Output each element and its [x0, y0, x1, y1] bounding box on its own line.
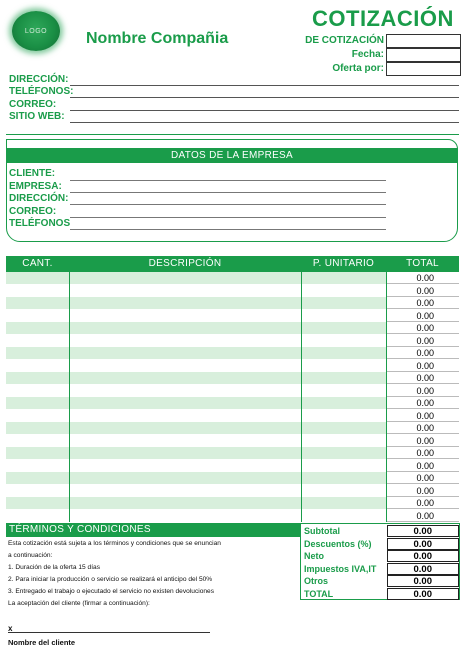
table-row[interactable] — [6, 460, 459, 472]
row-total-cell[interactable]: 0.00 — [386, 372, 459, 384]
subtotal-label: Subtotal — [304, 526, 340, 536]
row-total-cell[interactable]: 0.00 — [386, 360, 459, 372]
terms-line: Esta cotización está sujeta a los términos y condiciones que se enuncian — [8, 540, 221, 547]
row-total-cell[interactable]: 0.00 — [386, 385, 459, 397]
terms-line: 2. Para iniciar la producción o servicio se realizará el anticipo del 50% — [8, 576, 213, 583]
email-label: CORREO: — [9, 99, 57, 110]
client-label: CLIENTE: — [9, 168, 56, 179]
phones-label: TELÉFONOS: — [9, 86, 74, 97]
terms-line: 3. Entregado el trabajo o ejecutado el servicio no existen devoluciones — [8, 588, 215, 595]
offered-by-label: Oferta por: — [332, 63, 384, 74]
table-row[interactable] — [6, 347, 459, 359]
row-total-cell[interactable]: 0.00 — [386, 347, 459, 359]
website-field[interactable] — [70, 122, 459, 123]
website-label: SITIO WEB: — [9, 111, 65, 122]
row-total-cell[interactable]: 0.00 — [386, 322, 459, 334]
table-row[interactable] — [6, 385, 459, 397]
terms-title: TÉRMINOS Y CONDICIONES — [6, 523, 300, 537]
table-row[interactable] — [6, 285, 459, 297]
net-value[interactable]: 0.00 — [387, 550, 459, 562]
row-total-cell[interactable]: 0.00 — [386, 472, 459, 484]
address-field[interactable] — [70, 85, 459, 86]
table-row[interactable] — [6, 447, 459, 459]
row-total-cell[interactable]: 0.00 — [386, 397, 459, 409]
row-total-cell[interactable]: 0.00 — [386, 335, 459, 347]
table-row[interactable] — [6, 510, 459, 522]
logo-text: LOGO — [24, 27, 48, 35]
table-row[interactable] — [6, 435, 459, 447]
table-row[interactable] — [6, 360, 459, 372]
table-row[interactable] — [6, 472, 459, 484]
client-email-label: CORREO: — [9, 206, 57, 217]
company-logo — [12, 11, 60, 51]
client-section-title: DATOS DE LA EMPRESA — [6, 148, 458, 163]
table-row[interactable] — [6, 497, 459, 509]
quote-number-label: DE COTIZACIÓN — [305, 35, 384, 46]
row-total-cell[interactable]: 0.00 — [386, 410, 459, 422]
row-total-cell[interactable]: 0.00 — [386, 422, 459, 434]
table-row[interactable] — [6, 335, 459, 347]
quote-number-field[interactable] — [386, 34, 461, 48]
terms-line: a continuación: — [8, 552, 53, 559]
row-total-cell[interactable]: 0.00 — [386, 447, 459, 459]
client-email-field[interactable] — [70, 217, 386, 218]
table-row[interactable] — [6, 272, 459, 284]
offered-by-field[interactable] — [386, 62, 461, 76]
client-address-label: DIRECCIÓN: — [9, 193, 69, 204]
row-total-cell[interactable]: 0.00 — [386, 272, 459, 284]
others-value[interactable]: 0.00 — [387, 575, 459, 587]
grand-total-label: TOTAL — [304, 588, 334, 599]
date-field[interactable] — [386, 48, 461, 62]
others-label: Otros — [304, 576, 329, 586]
col-header-description: DESCRIPCIÓN — [148, 258, 222, 269]
subtotal-value[interactable]: 0.00 — [387, 525, 459, 537]
row-total-cell[interactable]: 0.00 — [386, 285, 459, 297]
discounts-label: Descuentos (%) — [304, 538, 372, 549]
date-label: Fecha: — [351, 49, 384, 60]
col-header-total: TOTAL — [406, 258, 439, 269]
company-label: EMPRESA: — [9, 181, 62, 192]
company-name: Nombre Compañia — [86, 30, 229, 47]
client-phones-field[interactable] — [70, 229, 386, 230]
terms-line: La aceptación del cliente (firmar a continuación): — [8, 600, 150, 607]
taxes-label: Impuestos IVA,IT — [304, 563, 377, 574]
table-row[interactable] — [6, 322, 459, 334]
row-total-cell[interactable]: 0.00 — [386, 310, 459, 322]
phones-field[interactable] — [70, 97, 459, 98]
row-total-cell[interactable]: 0.00 — [386, 297, 459, 309]
client-phones-label: TELÉFONOS — [9, 218, 71, 229]
row-total-cell[interactable]: 0.00 — [386, 510, 459, 522]
client-address-field[interactable] — [70, 204, 386, 205]
col-divider — [301, 272, 302, 522]
signature-label: Nombre del cliente — [8, 638, 76, 647]
signature-field[interactable] — [8, 632, 210, 633]
email-field[interactable] — [70, 110, 459, 111]
col-header-qty: CANT. — [22, 258, 53, 269]
row-total-cell[interactable]: 0.00 — [386, 497, 459, 509]
net-label: Neto — [304, 551, 324, 561]
terms-line: 1. Duración de la oferta 15 días — [8, 564, 101, 571]
address-label: DIRECCIÓN: — [9, 74, 69, 85]
table-row[interactable] — [6, 422, 459, 434]
row-total-cell[interactable]: 0.00 — [386, 485, 459, 497]
table-row[interactable] — [6, 372, 459, 384]
table-row[interactable] — [6, 297, 459, 309]
signature-mark: x — [8, 624, 13, 633]
table-row[interactable] — [6, 397, 459, 409]
company-field[interactable] — [70, 192, 386, 193]
col-divider — [386, 272, 387, 522]
grand-total-value[interactable]: 0.00 — [387, 588, 459, 600]
col-header-unit-price: P. UNITARIO — [312, 258, 375, 269]
row-total-cell[interactable]: 0.00 — [386, 460, 459, 472]
header-divider — [6, 134, 459, 135]
table-row[interactable] — [6, 310, 459, 322]
row-total-cell[interactable]: 0.00 — [386, 435, 459, 447]
discounts-value[interactable]: 0.00 — [387, 538, 459, 550]
table-row[interactable] — [6, 410, 459, 422]
document-title: COTIZACIÓN — [312, 6, 454, 31]
table-row[interactable] — [6, 485, 459, 497]
col-divider — [69, 272, 70, 522]
taxes-value[interactable]: 0.00 — [387, 563, 459, 575]
client-field[interactable] — [70, 180, 386, 181]
